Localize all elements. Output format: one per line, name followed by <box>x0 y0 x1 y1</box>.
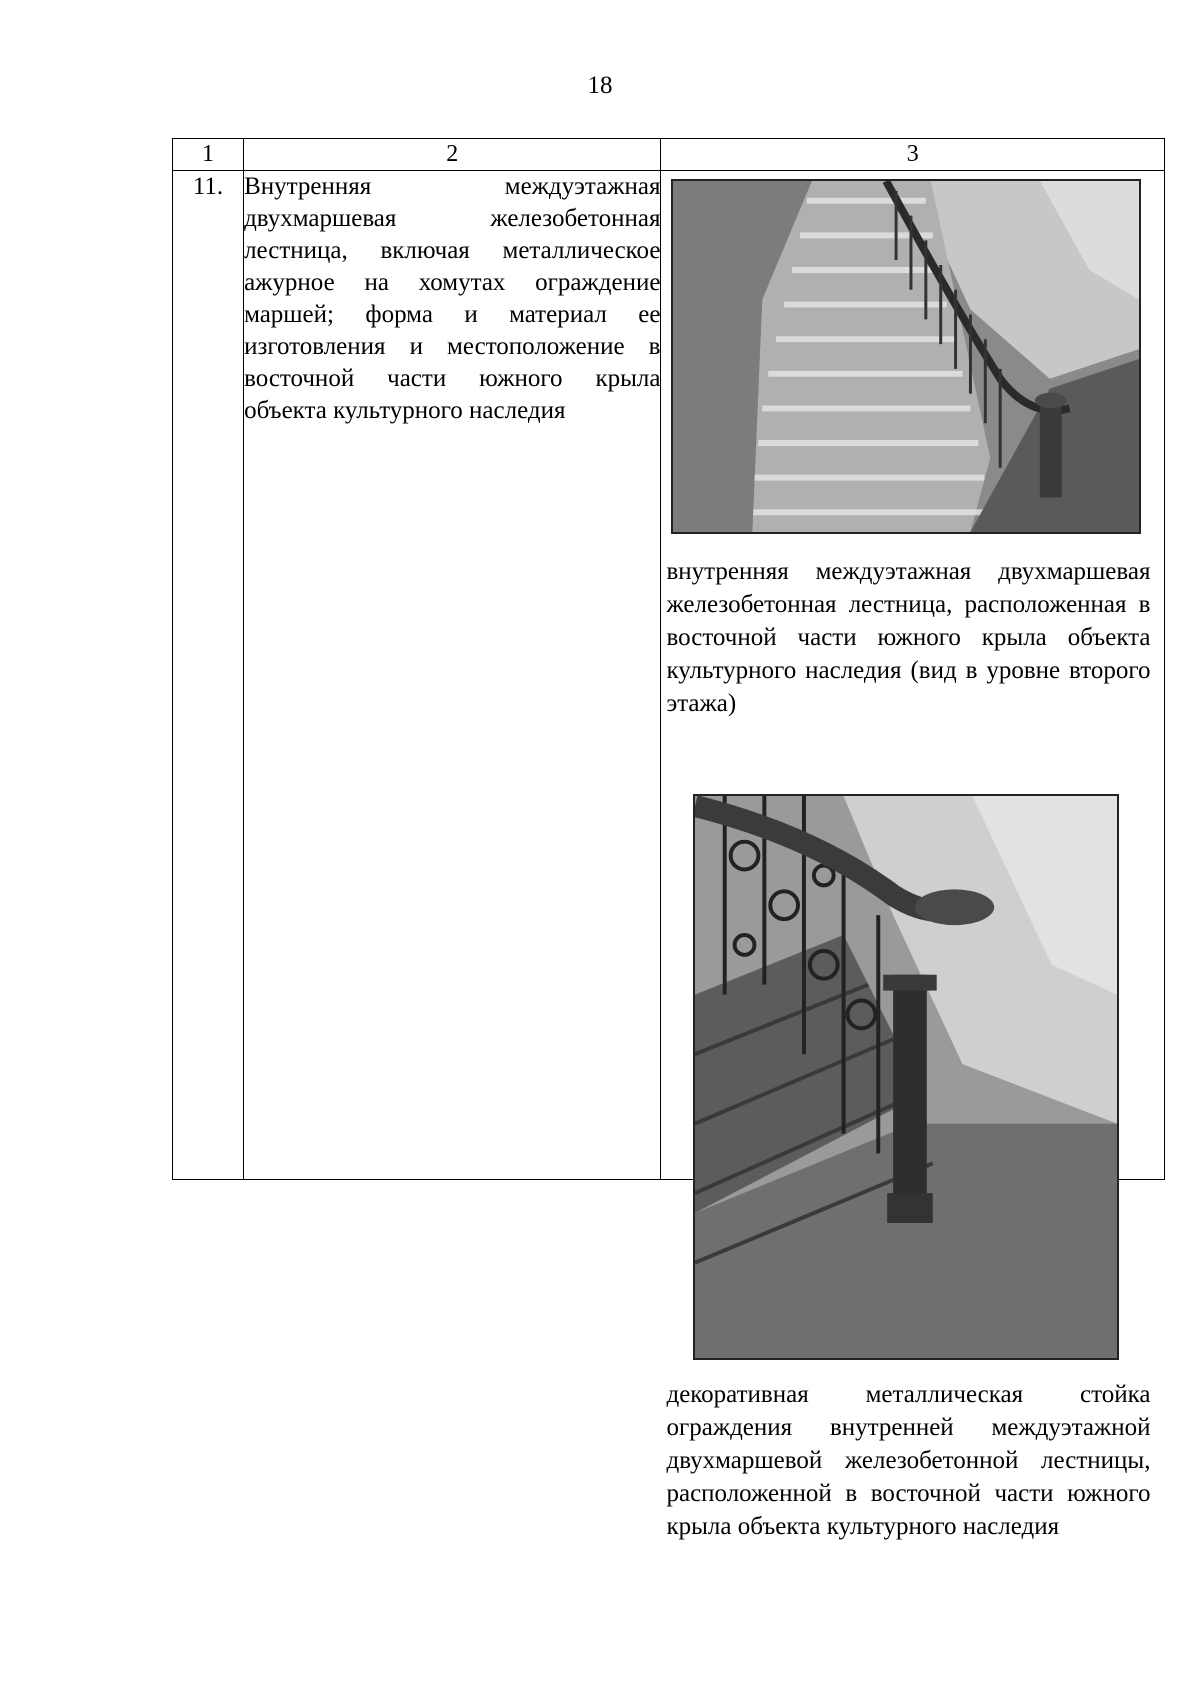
table-header-row <box>173 139 1165 171</box>
row-photos-cell <box>661 171 1165 1540</box>
table-row <box>173 171 1165 1180</box>
page-number: 18 <box>587 72 613 99</box>
photo-caption-1: внутренняя междуэтажная двухмаршевая железобетонная лестница, расположенная в восточной части южного крыла объекта культурного наследия (вид в уровне второго этажа) <box>666 558 1151 717</box>
column-header-3: 3 <box>661 139 1165 171</box>
heritage-table <box>172 138 1165 1540</box>
row-description: Внутренняя междуэтажная двухмаршевая железобетонная лестница, включая металлическое ажурное на хомутах ограждение маршей; форма и материал ее изготовления и местоположение в восточной части южного крыла объекта культурного наследия <box>244 171 661 1180</box>
row-number: 11. <box>173 171 244 1180</box>
column-header-1: 1 <box>173 139 244 171</box>
column-header-2: 2 <box>244 139 661 171</box>
railing-post-photo <box>693 794 1119 1360</box>
photo-caption-2: декоративная металлическая стойка ограждения внутренней междуэтажной двухмаршевой железобетонной лестницы, расположенной в восточной части южного крыла объекта культурного наследия <box>666 1381 1151 1540</box>
staircase-photo <box>671 179 1141 534</box>
